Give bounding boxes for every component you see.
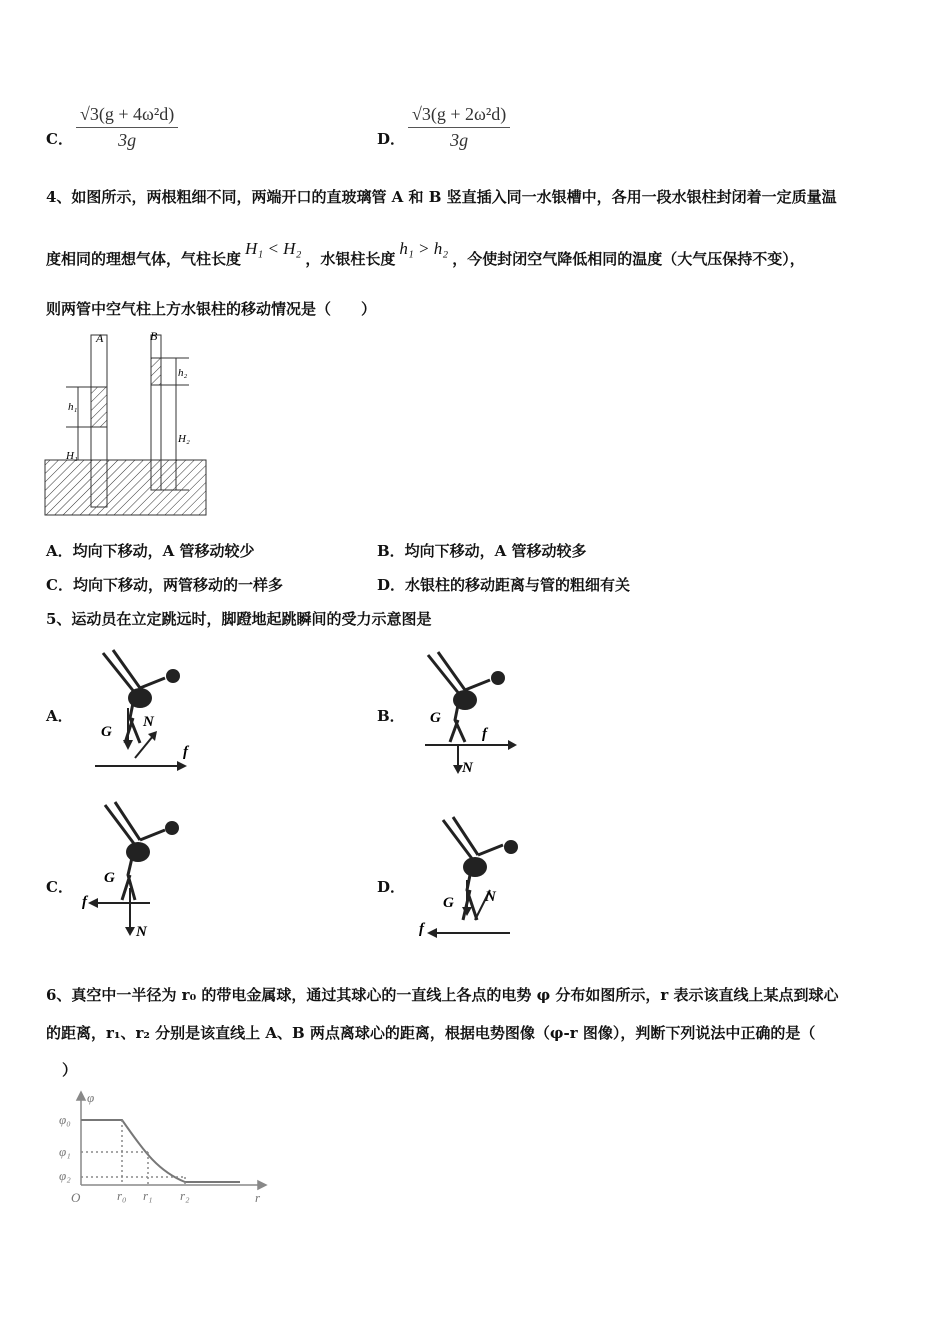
q5-figure-b	[420, 650, 520, 775]
tubes-figure	[44, 330, 209, 520]
q4-stem-line1: 4、如图所示，两根粗细不同，两端开口的直玻璃管 A 和 B 竖直插入同一水银槽中，各用一段水银柱封闭着一定质量温	[46, 188, 837, 206]
q4-stem-line2: 度相同的理想气体，气柱长度H₁ < H₂，水银柱长度h₁ > h₂，今使封闭空气降低相同的温度（大气压保持不变），	[46, 239, 805, 268]
q5-option-c-label: C．	[46, 878, 73, 896]
tube-a-label: A	[96, 331, 104, 345]
q3-option-c-formula: $\frac{\text{√3(g + 4ω²d)}}{3g}$	[76, 104, 178, 151]
svg-text:f: f	[183, 744, 188, 760]
potential-curve	[81, 1120, 240, 1182]
svg-text:r₂: r₂	[180, 1188, 190, 1203]
svg-text:N: N	[136, 924, 147, 940]
tube-b-label: B	[150, 329, 158, 343]
mercury-trough	[45, 460, 206, 515]
q6-stem-line3: ）	[62, 1061, 78, 1079]
q5-stem: 5、运动员在立定跳远时，脚蹬地起跳瞬间的受力示意图是	[46, 610, 432, 628]
q3-option-d-formula: $\frac{\text{√3(g + 2ω²d)}}{3g}$	[408, 104, 510, 151]
svg-text:N: N	[143, 714, 154, 730]
h1-label: h₁	[68, 401, 78, 413]
q5-option-d-label: D．	[377, 878, 406, 896]
svg-text:G: G	[443, 895, 454, 911]
q6-stem-line2: 的距离，r₁、r₂ 分别是该直线上 A、B 两点离球心的距离，根据电势图像（φ-r 图像），判断下列说法中正确的是（	[46, 1024, 816, 1042]
svg-text:G: G	[101, 724, 112, 740]
q3-option-c-label: C．	[46, 130, 73, 148]
q3-option-d-label: D．	[377, 130, 406, 148]
q5-option-a-label: A．	[46, 707, 73, 725]
q6-stem-line1: 6、真空中一半径为 r₀ 的带电金属球，通过其球心的一直线上各点的电势 φ 分布如图所示，r 表示该直线上某点到球心	[46, 986, 839, 1004]
q5-figure-d	[415, 815, 525, 945]
q5-figure-c	[80, 800, 180, 940]
svg-text:r₁: r₁	[143, 1188, 153, 1203]
h2-label: h₂	[178, 367, 188, 379]
svg-text:r₀: r₀	[117, 1188, 127, 1203]
H1-label: H₁	[66, 450, 78, 462]
svg-text:G: G	[104, 870, 115, 886]
svg-text:φ: φ	[87, 1090, 95, 1105]
svg-text:φ₀: φ₀	[59, 1112, 71, 1127]
H2-label: H₂	[178, 433, 190, 445]
q4-stem-line3: 则两管中空气柱上方水银柱的移动情况是（ ）	[46, 300, 377, 318]
svg-text:f: f	[419, 921, 424, 937]
q4-option-d: D．水银柱的移动距离与管的粗细有关	[377, 576, 631, 594]
svg-text:r: r	[255, 1190, 261, 1205]
tube-b-mercury	[151, 358, 161, 385]
svg-text:G: G	[430, 710, 441, 726]
q4-option-c: C．均向下移动，两管移动的一样多	[46, 576, 283, 594]
q4-option-b: B．均向下移动，A 管移动较多	[377, 542, 587, 560]
svg-text:f: f	[82, 894, 87, 910]
phi-r-graph	[55, 1090, 270, 1210]
q4-option-a: A．均向下移动，A 管移动较少	[46, 542, 255, 560]
svg-text:N: N	[485, 889, 496, 905]
q5-option-b-label: B．	[377, 707, 405, 725]
tube-a-mercury	[91, 387, 107, 427]
svg-text:φ₁: φ₁	[59, 1144, 71, 1159]
svg-text:O: O	[71, 1190, 81, 1205]
svg-text:f: f	[482, 726, 487, 742]
svg-text:N: N	[462, 760, 473, 776]
q5-figure-a	[95, 648, 195, 773]
svg-text:φ₂: φ₂	[59, 1168, 71, 1183]
